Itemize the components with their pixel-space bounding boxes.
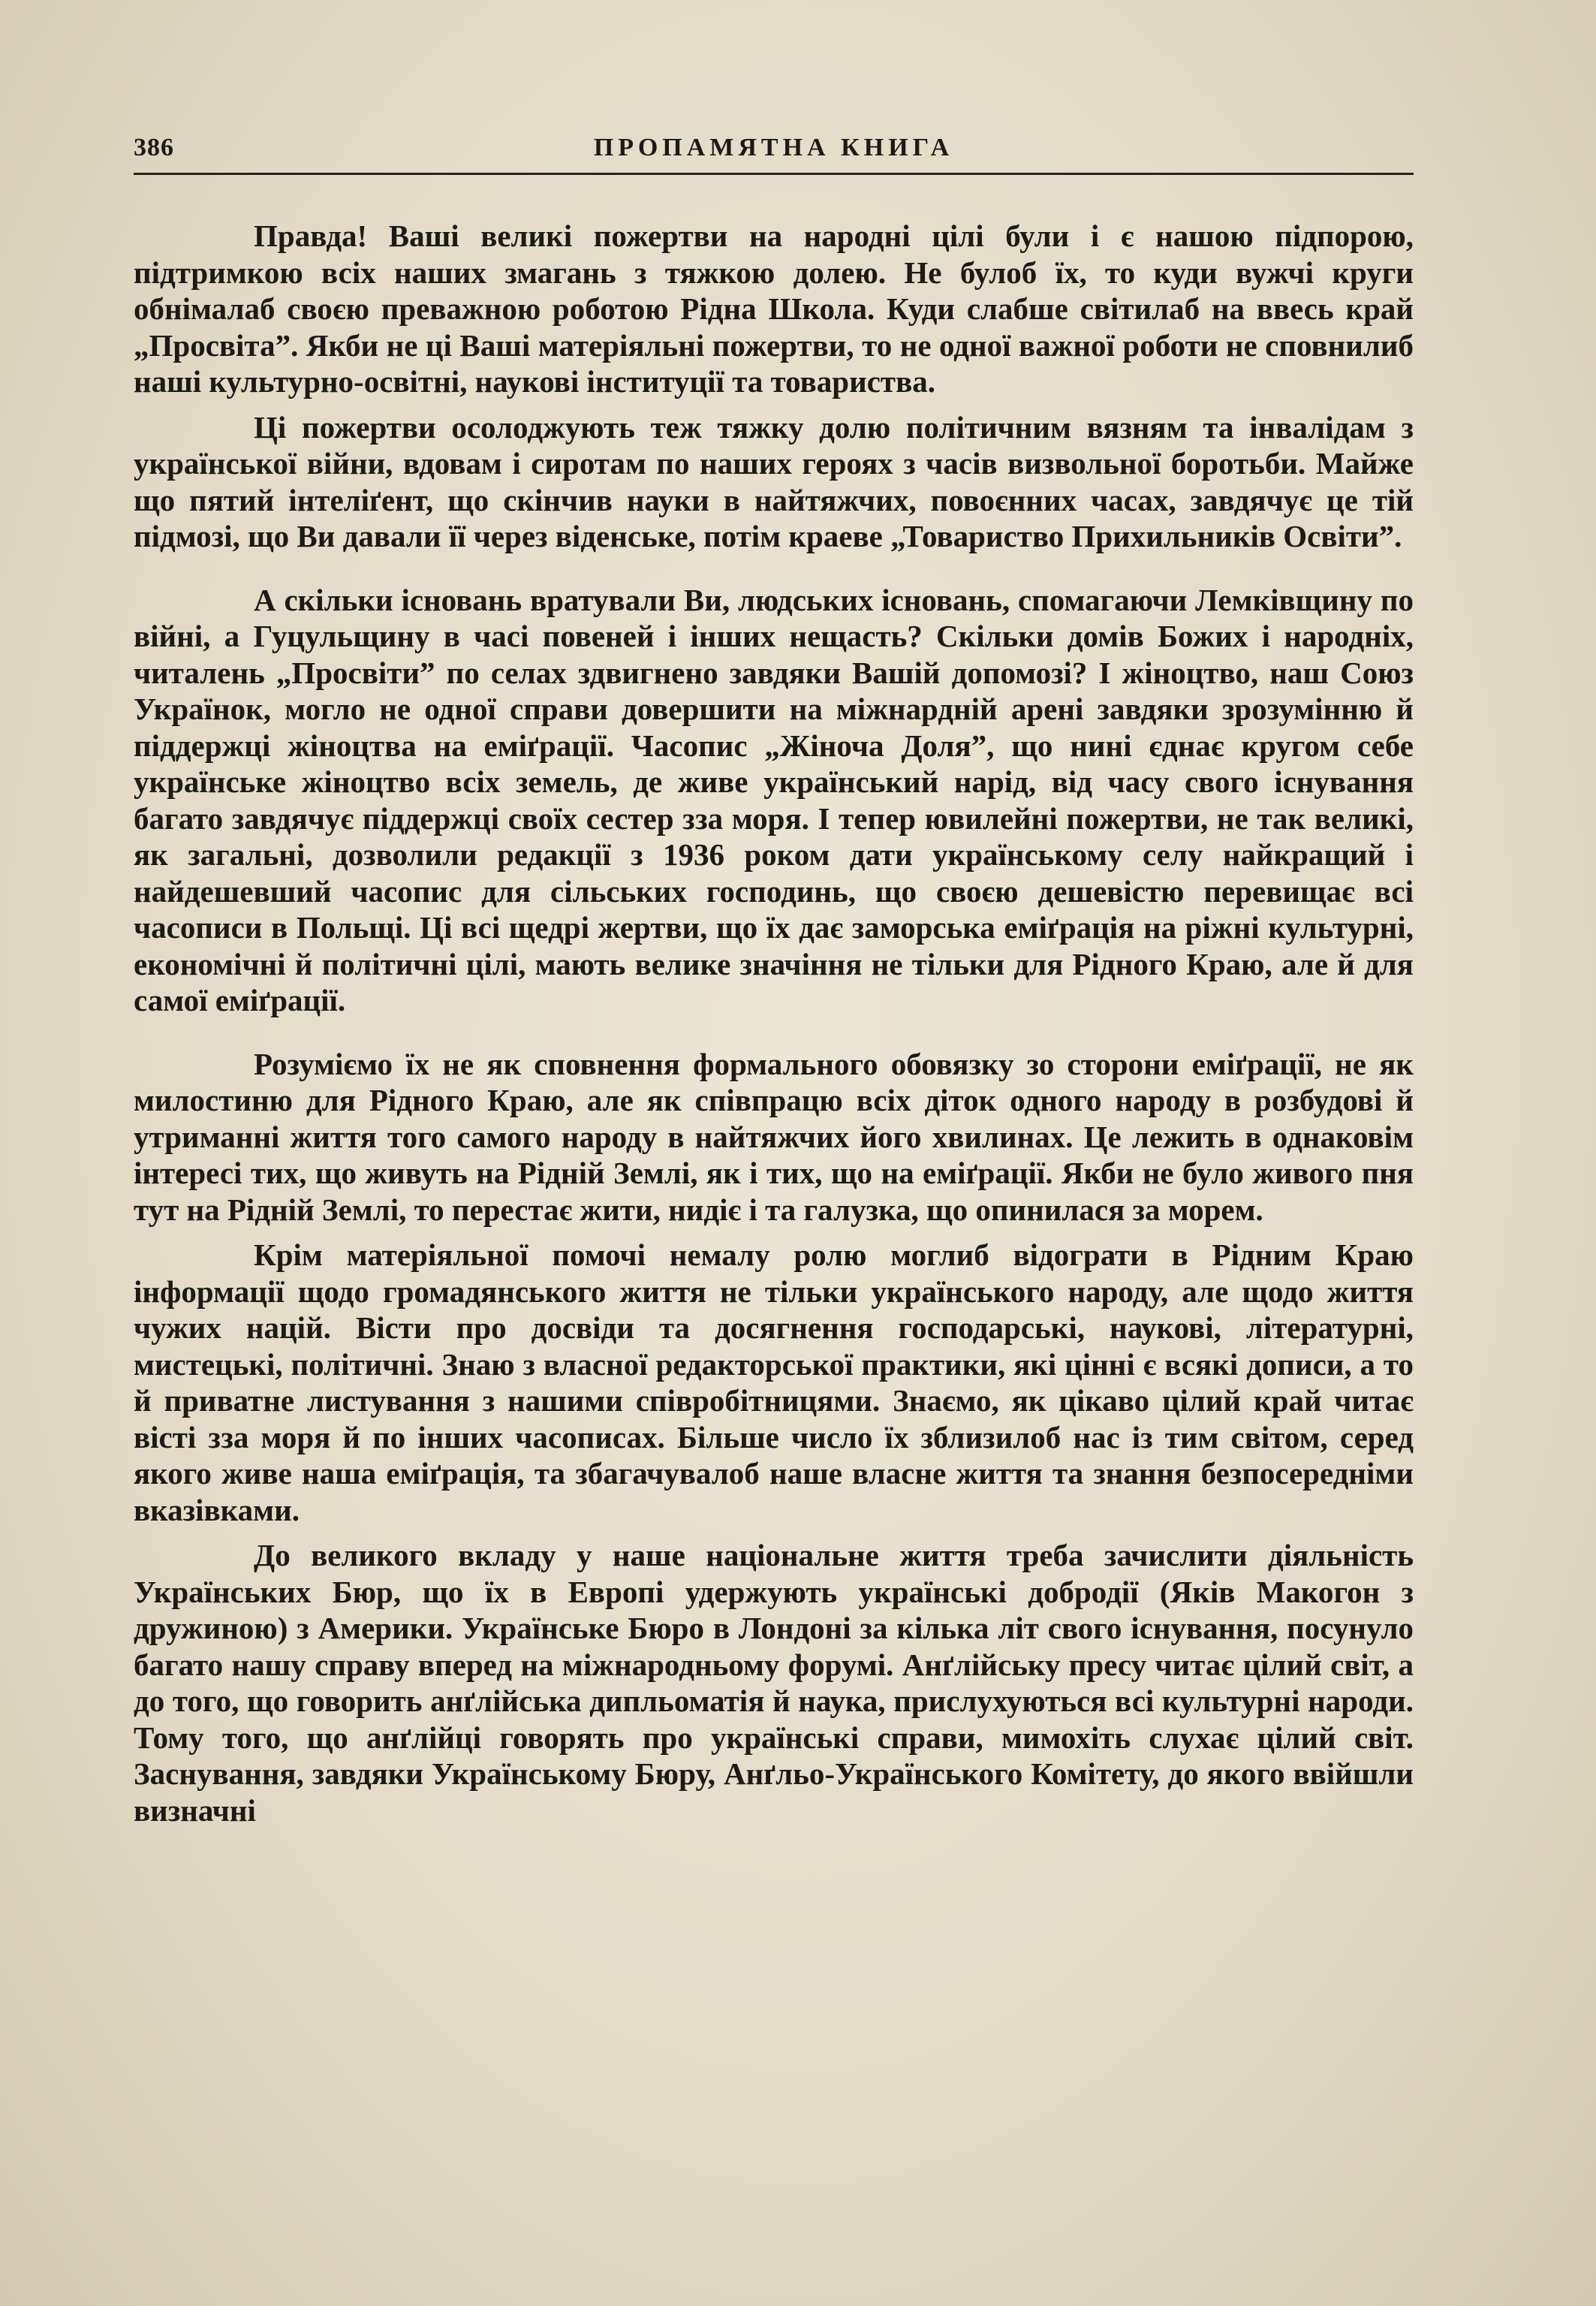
body-text	[134, 218, 1414, 1828]
running-title: ПРОПАМЯТНА КНИГА	[593, 134, 954, 161]
paragraph: Правда! Ваші великі пожертви на народні цілі були і є нашою підпорою, підтримкою всіх наших змагань з тяжкою долею. Не булоб їх, то куди вужчі круги обнімалаб своєю преважною роботою Рідна Школа. Куди слабше світилаб на ввесь край „Просвіта”. Якби не ці Ваші матеріяльні пожертви, то не одної важної роботи не сповнилиб наші культурно-освітні, наукові інституції та товариства.	[134, 219, 1414, 399]
paragraph: Ці пожертви осолоджують теж тяжку долю політичним вязням та інвалідам з української війни, вдовам і сиротам по наших героях з часів визвольної боротьби. Майже що пятий інтеліґент, що скінчив науки в найтяжчих, повоєнних часах, завдячує це тій підмозі, що Ви давали її через віденське, потім краеве „Товариство Прихильників Освіти”.	[134, 409, 1414, 553]
paragraph: Розуміємо їх не як сповнення формального обовязку зо сторони еміґрації, не як милостиню для Рідного Краю, але як співпрацю всіх діток одного народу в розбудові й утриманні життя того самого народу в найтяжчих його хвилинах. Це лежить в однаковім інтересі тих, що живуть на Рідній Землі, як і тих, що на еміґрації. Якби не було живого пня тут на Рідній Землі, то перестає жити, нидіє і та галузка, що опинилася за морем.	[134, 1046, 1414, 1227]
page-number: 386	[134, 134, 174, 161]
paragraph: До великого вкладу у наше національне життя треба зачислити діяльність Українських Бюр, що їх в Европі удержують українські добродії (Яків Макогон з дружиною) з Америки. Українське Бюро в Лондоні за кілька літ свого існування, посунуло багато нашу справу вперед на міжнародньому форумі. Анґлійську пресу читає цілий світ, а до того, що говорить анґлійська дипльоматія й наука, прислухуються всі культурні народи. Тому того, що анґлійці говорять про українські справи, мимохіть слухає цілий світ. Заснування, завдяки Українському Бюру, Анґльо-Українського Комітету, до якого ввійшли визначні	[134, 1538, 1414, 1828]
page-header	[134, 128, 1414, 175]
paragraph: Крім матеріяльної помочі немалу ролю моглиб відограти в Рідним Краю інформації щодо громадянського життя не тільки українського народу, але щодо життя чужих націй. Вісти про досвіди та досягнення господарські, наукові, літературні, мистецькі, політичні. Знаю з власної редакторської практики, які цінні є всякі дописи, а то й приватне листування з нашими співробітницями. Знаємо, як цікаво цілий край читає вісті зза моря й по інших часописах. Більше число їх зблизилоб нас із тим світом, серед якого живе наша еміґрація, та збагачувалоб наше власне життя та знання безпосередніми вказівками.	[134, 1237, 1414, 1527]
paragraph: А скільки існовань вратували Ви, людських існовань, спомагаючи Лемківщину по війні, а Гуцульщину в часі повеней і інших нещасть? Скільки домів Божих і народніх, читалень „Просвіти” по селах здвигнено завдяки Вашій допомозі? І жіноцтво, наш Союз Українок, могло не одної справи довершити на міжнардній арені завдяки зрозумінню й піддержці жіноцтва на еміґрації. Часопис „Жіноча Доля”, що нині єднає кругом себе українське жіноцтво всіх земель, де живе український нарід, від часу свого існування багато завдячує піддержці своїх сестер зза моря. І тепер ювилейні пожертви, не так великі, як загальні, дозволили редакції з 1936 роком дати українському селу найкращий і найдешевший часопис для сільських господинь, що своєю дешевістю перевищає всі часописи в Польщі. Ці всі щедрі жертви, що їх дає заморська еміґрація на ріжні культурні, економічні й політичні цілі, мають велике значіння не тільки для Рідного Краю, але й для самої еміґрації.	[134, 582, 1414, 1017]
